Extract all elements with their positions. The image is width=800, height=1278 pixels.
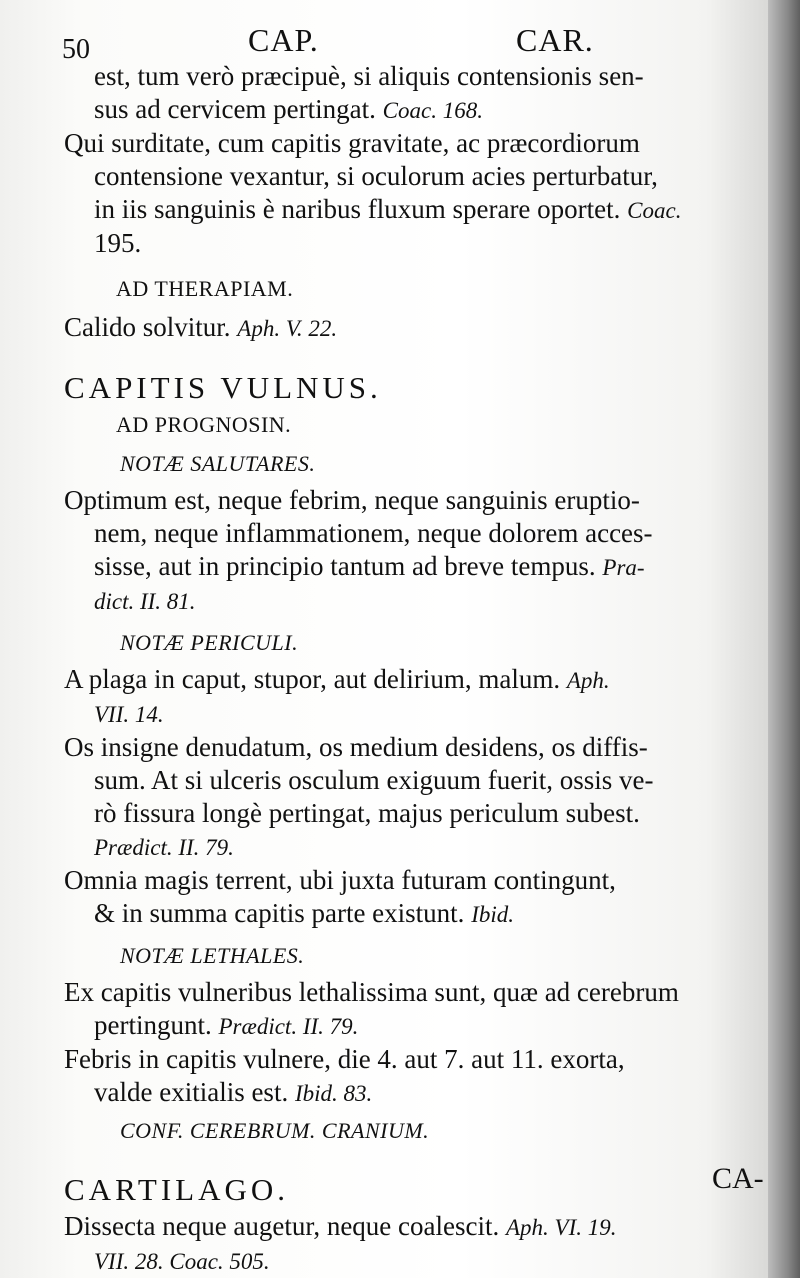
catchword: CA- [712, 1162, 764, 1195]
running-head-left: CAP. [248, 22, 319, 58]
text-line [64, 1244, 754, 1278]
text-line: Dissecta neque augetur, neque coalescit. Aph. VI. 19. [64, 1211, 617, 1241]
text-line: sisse, aut in principio tantum ad breve tempus. Pra- [94, 551, 645, 581]
text-line: contensione vexantur, si oculorum acies perturbatur, [94, 161, 658, 191]
text-line: Os insigne denudatum, os medium desidens, os diffis- [64, 732, 648, 762]
text-line: Qui surditate, cum capitis gravitate, ac præcordiorum [64, 128, 640, 158]
text-line [64, 830, 754, 864]
cross-reference: CONF. CEREBRUM. CRANIUM. [120, 1118, 430, 1143]
section-heading: AD THERAPIAM. [116, 276, 294, 301]
subsection-heading: NOTÆ LETHALES. [120, 943, 305, 968]
text-line: est, tum verò præcipuè, si aliquis contensionis sen- [94, 61, 644, 91]
reference: Aph. V. 22. [237, 316, 338, 341]
text-line: rò fissura longè pertingat, majus periculum subest. [94, 798, 640, 828]
text-line: pertingunt. Prædict. II. 79. [94, 1010, 359, 1040]
text-line: in iis sanguinis è naribus fluxum sperare oportet. Coac. [94, 194, 682, 224]
reference: VII. 14. [94, 702, 164, 727]
reference: Aph. VI. 19. [505, 1215, 617, 1240]
subsection-heading: NOTÆ PERICULI. [120, 630, 299, 655]
reference: dict. II. 81. [94, 589, 196, 614]
reference: Prædict. II. 79. [218, 1014, 359, 1039]
text-line [64, 584, 754, 618]
book-spine-edge [768, 0, 800, 1278]
reference: Aph. [566, 668, 610, 693]
reference: Coac. 168. [382, 98, 483, 123]
text-line: Febris in capitis vulnere, die 4. aut 7. aut 11. exorta, [64, 1044, 625, 1074]
text-line: nem, neque inflammationem, neque dolorem acces- [94, 518, 653, 548]
page-body [64, 60, 754, 1278]
text-line [64, 697, 754, 731]
entry-title: CAPITIS VULNUS. [64, 370, 382, 405]
text-line: sum. At si ulceris osculum exiguum fuerit, ossis ve- [94, 765, 654, 795]
reference: Coac. [627, 198, 682, 223]
reference: Ibid. [471, 902, 514, 927]
text-line: & in summa capitis parte existunt. Ibid. [94, 898, 514, 928]
subsection-heading: NOTÆ SALUTARES. [120, 451, 316, 476]
text-line: Calido solvitur. Aph. V. 22. [64, 312, 338, 342]
section-heading: AD PROGNOSIN. [116, 412, 292, 437]
reference: Pra- [602, 555, 645, 580]
running-head-right: CAR. [516, 22, 594, 58]
text-line: Omnia magis terrent, ubi juxta futuram contingunt, [64, 865, 616, 895]
reference: Prædict. II. 79. [94, 835, 234, 860]
reference: Ibid. 83. [294, 1081, 373, 1106]
text-line: Ex capitis vulneribus lethalissima sunt, quæ ad cerebrum [64, 977, 679, 1007]
reference: VII. 28. Coac. 505. [94, 1249, 270, 1274]
text-line: 195. [94, 228, 142, 258]
text-line: A plaga in caput, stupor, aut delirium, malum. Aph. [64, 664, 610, 694]
running-header [56, 20, 746, 65]
text-line: sus ad cervicem pertingat. Coac. 168. [94, 94, 483, 124]
text-line: valde exitialis est. Ibid. 83. [94, 1077, 373, 1107]
text-line: Optimum est, neque febrim, neque sanguinis eruptio- [64, 485, 640, 515]
entry-title: CARTILAGO. [64, 1172, 289, 1207]
page-number: 50 [62, 34, 90, 65]
